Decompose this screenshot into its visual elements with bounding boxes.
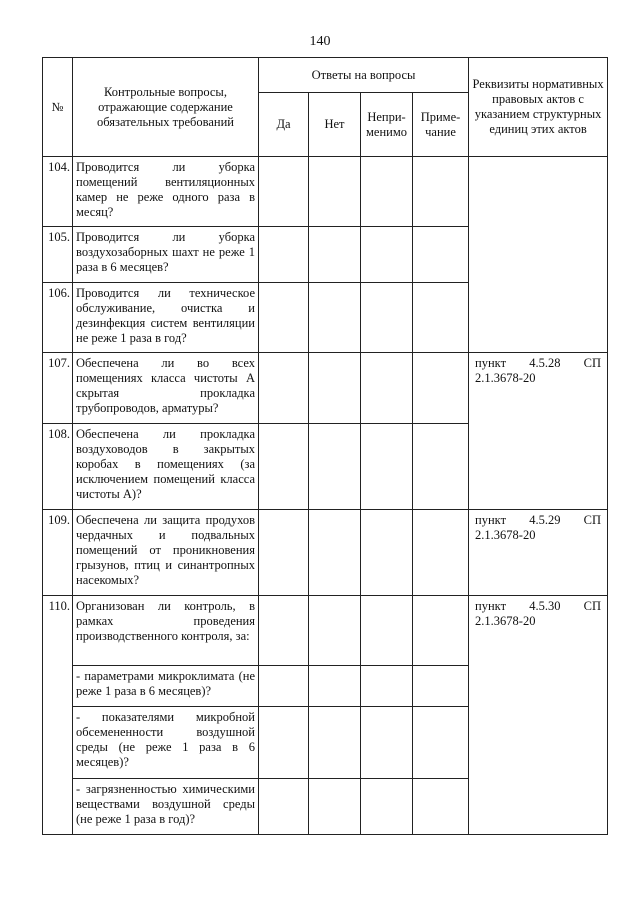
answer-yes-cell[interactable] xyxy=(259,510,309,596)
answer-no-cell[interactable] xyxy=(309,353,361,424)
answer-yes-cell[interactable] xyxy=(259,666,309,707)
row-question: Организован ли контроль, в рамках проведения производственного контроля, за: xyxy=(73,596,259,666)
header-answer-not-applicable: Непри- менимо xyxy=(361,93,413,157)
requisites-cell: пункт 4.5.30 СП 2.1.3678-20 xyxy=(469,596,608,835)
answer-no-cell[interactable] xyxy=(309,596,361,666)
answer-no-cell[interactable] xyxy=(309,510,361,596)
answer-not-applicable-cell[interactable] xyxy=(361,707,413,779)
requisites-cell xyxy=(469,157,608,353)
answer-note-cell[interactable] xyxy=(413,596,469,666)
answer-not-applicable-cell[interactable] xyxy=(361,283,413,353)
row-number: 110. xyxy=(43,596,73,835)
row-number: 108. xyxy=(43,424,73,510)
header-requisites: Реквизиты нормативных правовых актов с указанием структурных единиц этих актов xyxy=(469,58,608,157)
row-number: 104. xyxy=(43,157,73,227)
header-answer-no: Нет xyxy=(309,93,361,157)
row-number: 105. xyxy=(43,227,73,283)
table-row xyxy=(43,596,608,666)
row-question: - параметрами микроклимата (не реже 1 раза в 6 месяцев)? xyxy=(73,666,259,707)
row-question: Обеспечена ли защита продухов чердачных и подвальных помещений от проникновения грызунов, птиц и синантропных насекомых? xyxy=(73,510,259,596)
row-number: 106. xyxy=(43,283,73,353)
answer-no-cell[interactable] xyxy=(309,157,361,227)
answer-not-applicable-cell[interactable] xyxy=(361,157,413,227)
row-question: Обеспечена ли прокладка воздуховодов в закрытых коробах в помещениях (за исключением помещений класса чистоты А)? xyxy=(73,424,259,510)
answer-no-cell[interactable] xyxy=(309,424,361,510)
answer-note-cell[interactable] xyxy=(413,779,469,835)
answer-not-applicable-cell[interactable] xyxy=(361,779,413,835)
requisites-cell: пункт 4.5.29 СП 2.1.3678-20 xyxy=(469,510,608,596)
answer-not-applicable-cell[interactable] xyxy=(361,227,413,283)
row-question: Проводится ли техническое обслуживание, очистка и дезинфекция систем вентиляции не реже 1 раза в год? xyxy=(73,283,259,353)
answer-yes-cell[interactable] xyxy=(259,283,309,353)
answer-note-cell[interactable] xyxy=(413,424,469,510)
checklist-table xyxy=(42,57,608,835)
answer-yes-cell[interactable] xyxy=(259,707,309,779)
answer-no-cell[interactable] xyxy=(309,666,361,707)
answer-note-cell[interactable] xyxy=(413,707,469,779)
answer-note-cell[interactable] xyxy=(413,666,469,707)
answer-not-applicable-cell[interactable] xyxy=(361,424,413,510)
header-answer-yes: Да xyxy=(259,93,309,157)
header-number: № xyxy=(43,58,73,157)
answer-no-cell[interactable] xyxy=(309,227,361,283)
answer-not-applicable-cell[interactable] xyxy=(361,596,413,666)
header-answer-note: Приме- чание xyxy=(413,93,469,157)
row-question: - показателями микробной обсемененности воздушной среды (не реже 1 раза в 6 месяцев)? xyxy=(73,707,259,779)
answer-yes-cell[interactable] xyxy=(259,596,309,666)
answer-note-cell[interactable] xyxy=(413,510,469,596)
requisites-cell: пункт 4.5.28 СП 2.1.3678-20 xyxy=(469,353,608,510)
page-number: 140 xyxy=(309,34,331,49)
answer-not-applicable-cell[interactable] xyxy=(361,666,413,707)
row-number: 107. xyxy=(43,353,73,424)
table-row xyxy=(43,157,608,227)
answer-note-cell[interactable] xyxy=(413,353,469,424)
answer-no-cell[interactable] xyxy=(309,779,361,835)
row-question: Обеспечена ли во всех помещениях класса чистоты А скрытая прокладка трубопроводов, арматуры? xyxy=(73,353,259,424)
header-answers-group: Ответы на вопросы xyxy=(259,58,469,93)
answer-yes-cell[interactable] xyxy=(259,157,309,227)
answer-no-cell[interactable] xyxy=(309,707,361,779)
header-question: Контрольные вопросы, отражающие содержание обязательных требований xyxy=(73,58,259,157)
answer-no-cell[interactable] xyxy=(309,283,361,353)
answer-not-applicable-cell[interactable] xyxy=(361,353,413,424)
answer-not-applicable-cell[interactable] xyxy=(361,510,413,596)
row-question: Проводится ли уборка воздухозаборных шахт не реже 1 раза в 6 месяцев? xyxy=(73,227,259,283)
table-row xyxy=(43,510,608,596)
answer-yes-cell[interactable] xyxy=(259,353,309,424)
row-question: Проводится ли уборка помещений вентиляционных камер не реже одного раза в месяц? xyxy=(73,157,259,227)
row-number: 109. xyxy=(43,510,73,596)
answer-note-cell[interactable] xyxy=(413,227,469,283)
answer-note-cell[interactable] xyxy=(413,283,469,353)
answer-yes-cell[interactable] xyxy=(259,227,309,283)
answer-yes-cell[interactable] xyxy=(259,779,309,835)
table-row xyxy=(43,353,608,424)
row-question: - загрязненностью химическими веществами воздушной среды (не реже 1 раза в год)? xyxy=(73,779,259,835)
answer-yes-cell[interactable] xyxy=(259,424,309,510)
answer-note-cell[interactable] xyxy=(413,157,469,227)
